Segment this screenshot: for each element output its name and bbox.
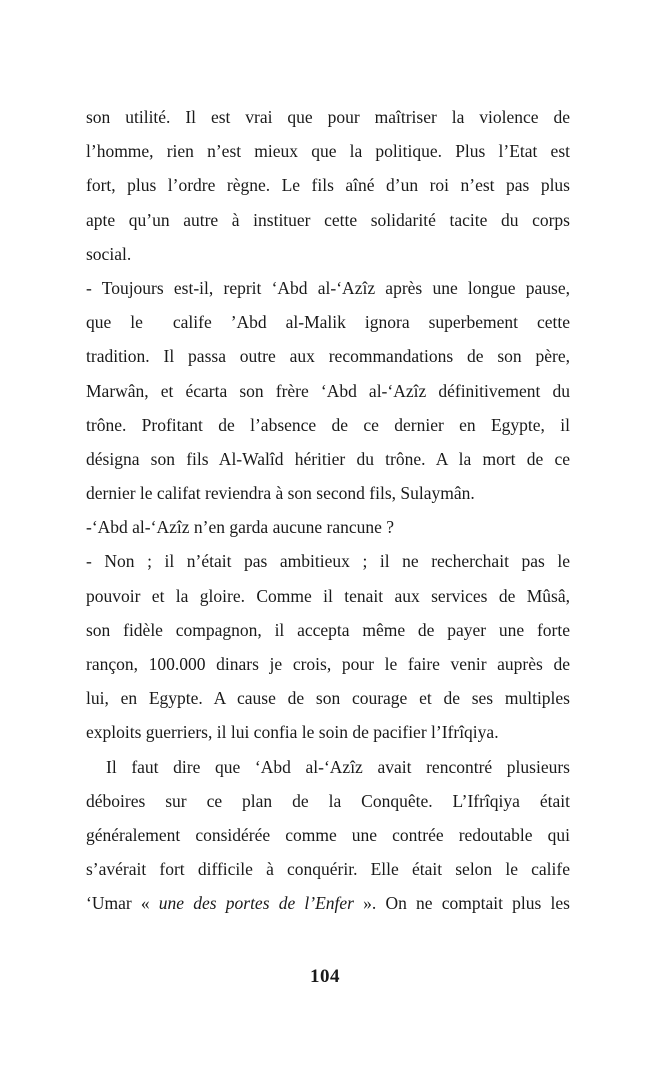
text-line-7-part-b: calife ’Abd al-Malik ignora superbement cette: [172, 312, 570, 333]
text-line-24-part-a: ‘Umar «: [86, 893, 159, 914]
text-line-17: rançon, 100.000 dinars je crois, pour le faire venir auprès de: [86, 654, 570, 674]
text-line-6: - Toujours est-il, reprit ‘Abd al-‘Azîz après une longue pause,: [86, 277, 570, 298]
text-line-2: l’homme, rien n’est mieux que la politique. Plus l’Etat est: [86, 141, 570, 162]
text-line-7: [86, 305, 570, 339]
text-line-19: exploits guerriers, il lui confia le soin de pacifier l’Ifrîqiya.: [86, 722, 499, 743]
text-line-14: - Non ; il n’était pas ambitieux ; il ne recherchait pas le: [86, 551, 570, 572]
page-number: 104: [310, 966, 340, 987]
text-line-20: Il faut dire que ‘Abd al-‘Azîz avait rencontré plusieurs: [106, 756, 570, 777]
text-line-23: s’avérait fort difficile à conquérir. Elle était selon le calife: [86, 859, 570, 880]
text-line-4: apte qu’un autre à instituer cette solidarité tacite du corps: [86, 209, 570, 230]
text-line-3: fort, plus l’ordre règne. Le fils aîné d’un roi n’est pas plus: [86, 175, 570, 196]
text-line-11: désigna son fils Al-Walîd héritier du trône. A la mort de ce: [86, 448, 570, 469]
text-line-8: tradition. Il passa outre aux recommandations de son père,: [86, 346, 570, 367]
text-line-7-part-a: que le: [86, 312, 143, 333]
text-line-24: [86, 886, 570, 920]
text-line-24-part-b: ». On ne comptait plus les: [353, 893, 570, 914]
text-line-5: social.: [86, 243, 132, 264]
text-line-10: trône. Profitant de l’absence de ce dernier en Egypte, il: [86, 414, 570, 435]
text-line-13: -‘Abd al-‘Azîz n’en garda aucune rancune ?: [86, 517, 395, 538]
text-line-18: lui, en Egypte. A cause de son courage et de ses multiples: [86, 688, 570, 709]
text-line-16: son fidèle compagnon, il accepta même de payer une forte: [86, 619, 570, 640]
text-line-12: dernier le califat reviendra à son second fils, Sulaymân.: [86, 483, 475, 504]
body-text: [86, 100, 570, 921]
text-line-15: pouvoir et la gloire. Comme il tenait aux services de Mûsâ,: [86, 585, 570, 606]
italic-quote: une des portes de l’Enfer: [158, 893, 354, 914]
text-line-22: généralement considérée comme une contrée redoutable qui: [86, 824, 570, 845]
text-line-1: son utilité. Il est vrai que pour maîtriser la violence de: [86, 107, 570, 127]
text-line-21: déboires sur ce plan de la Conquête. L’Ifrîqiya était: [86, 790, 570, 811]
text-line-9: Marwân, et écarta son frère ‘Abd al-‘Azîz définitivement du: [86, 380, 570, 401]
